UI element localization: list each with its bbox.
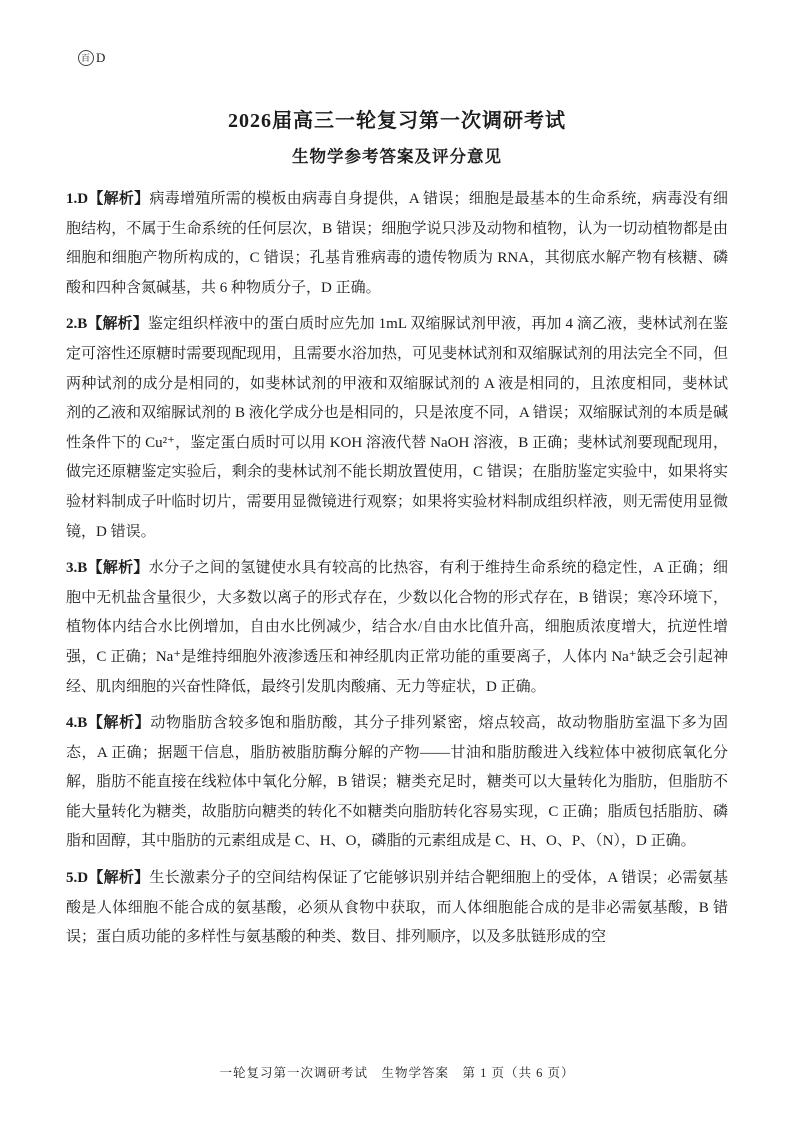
- answer-body: 动物脂肪含较多饱和脂肪酸，其分子排列紧密，熔点较高，故动物脂肪室温下多为固态，A 正确；据题干信息，脂肪被脂肪酶分解的产物——甘油和脂肪酸进入线粒体中被彻底氧化分解，脂肪不能直接在线粒体中氧化分解，B 错误；糖类充足时，糖类可以大量转化为脂肪，但脂肪不能大量转化为糖类，故脂肪向糖类的转化不如糖类向脂肪转化容易实现，C 正确；脂质包括脂肪、磷脂和固醇，其中脂肪的元素组成是 C、H、O，磷脂的元素组成是 C、H、O、P、（N），D 正确。: [66, 715, 728, 850]
- page-subtitle: 生物学参考答案及评分意见: [292, 147, 502, 166]
- answer-prefix: 2.B【解析】: [66, 316, 148, 333]
- answer-body: 生长激素分子的空间结构保证了它能够识别并结合靶细胞上的受体，A 错误；必需氨基酸是人体细胞不能合成的氨基酸，必须从食物中获取，而人体细胞能合成的是非必需氨基酸，B 错误；蛋白质功能的多样性与氨基酸的种类、数目、排列顺序，以及多肽链形成的空: [66, 870, 728, 946]
- answer-item-2: [66, 310, 728, 547]
- answer-prefix: 4.B【解析】: [66, 715, 151, 732]
- corner-mark: [78, 50, 106, 66]
- answer-prefix: 1.D【解析】: [66, 191, 150, 207]
- answer-item-4: [66, 709, 728, 857]
- answer-item-3: [66, 554, 728, 702]
- answer-prefix: 5.D【解析】: [66, 870, 150, 887]
- answer-prefix: 3.B【解析】: [66, 560, 149, 577]
- answer-body: 水分子之间的氢键使水具有较高的比热容，有利于维持生命系统的稳定性，A 正确；细胞中无机盐含量很少，大多数以离子的形式存在，少数以化合物的形式存在，B 错误；寒冷环境下，植物体内结合水比例增加，自由水比例减少，结合水/自由水比值升高，细胞质浓度增大，抗逆性增强，C 正确；Na⁺是维持细胞外液渗透压和神经肌肉正常功能的重要离子，人体内 Na⁺缺乏会引起神经、肌肉细胞的兴奋性降低，最终引发肌肉酸痛、无力等症状，D 正确。: [66, 560, 728, 695]
- circled-char-icon: 百: [78, 50, 94, 66]
- page-title: 2026届高三一轮复习第一次调研考试: [228, 110, 566, 132]
- answer-body: 鉴定组织样液中的蛋白质时应先加 1mL 双缩脲试剂甲液，再加 4 滴乙液，斐林试剂在鉴定可溶性还原糖时需要现配现用，且需要水浴加热，可见斐林试剂和双缩脲试剂的用法完全不同，但两种试剂的成分是相同的，如斐林试剂的甲液和双缩脲试剂的 A 液是相同的，且浓度相同，斐林试剂的乙液和双缩脲试剂的 B 液化学成分也是相同的，只是浓度不同，A 错误；双缩脲试剂的本质是碱性条件下的 Cu²⁺，鉴定蛋白质时可以用 KOH 溶液代替 NaOH 溶液，B 正确；斐林试剂要现配现用，做完还原糖鉴定实验后，剩余的斐林试剂不能长期放置使用，C 错误；在脂肪鉴定实验中，如果将实验材料制成子叶临时切片，需要用显微镜进行观察；如果将实验材料制成组织样液，则无需使用显微镜，D 错误。: [66, 316, 728, 540]
- corner-letter: D: [96, 50, 107, 65]
- answer-item-1: [66, 185, 728, 303]
- answer-item-5: [66, 864, 728, 953]
- answer-body: 病毒增殖所需的模板由病毒自身提供，A 错误；细胞是最基本的生命系统，病毒没有细胞结构，不属于生命系统的任何层次，B 错误；细胞学说只涉及动物和植物，认为一切动植物都是由细胞和细胞产物所构成的，C 错误；孔基肯雅病毒的遗传物质为 RNA，其彻底水解产物有核糖、磷酸和四种含氮碱基，共 6 种物质分子，D 正确。: [66, 191, 728, 296]
- page-footer: 一轮复习第一次调研考试 生物学答案 第 1 页（共 6 页）: [219, 1066, 575, 1080]
- answers-section: [66, 185, 728, 953]
